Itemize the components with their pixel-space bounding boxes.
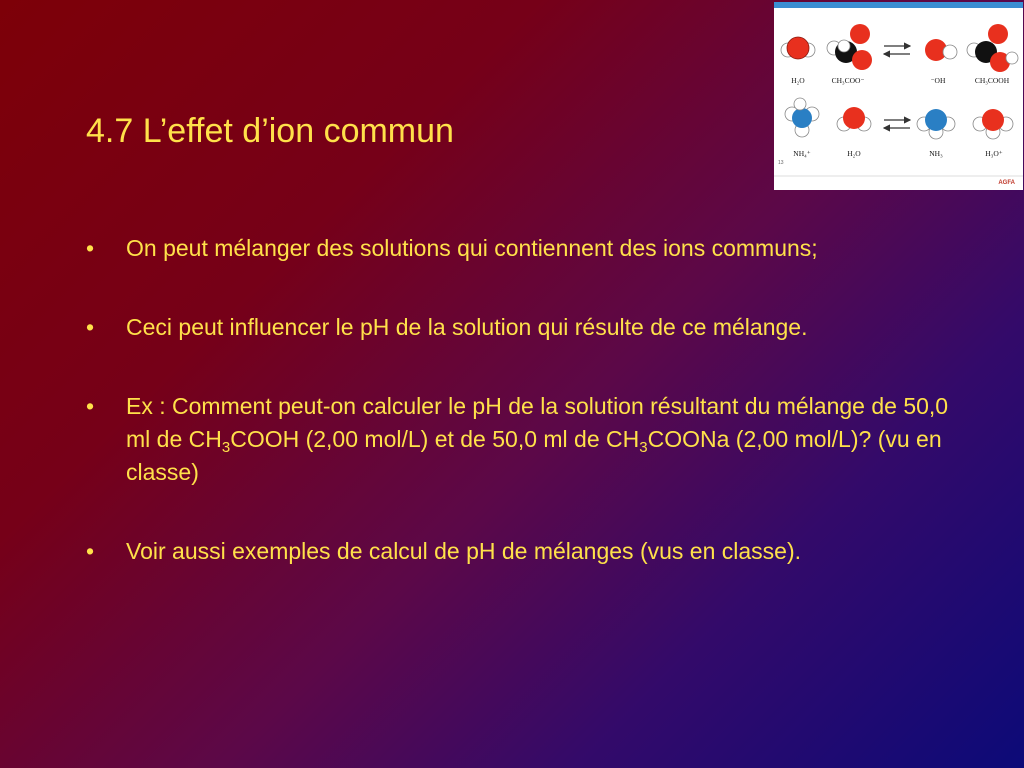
hydroxide-molecule bbox=[925, 39, 957, 61]
molecule-diagram bbox=[774, 8, 1023, 190]
subscript: 3 bbox=[639, 439, 648, 456]
bullet-list bbox=[86, 232, 966, 614]
bullet-item bbox=[86, 390, 966, 489]
molecule-label: H₂O bbox=[847, 149, 861, 158]
bullet-item bbox=[86, 232, 966, 265]
bullet-text-part: COONa (2,00 mol/L)? (vu en classe) bbox=[126, 426, 942, 485]
bullet-marker: • bbox=[86, 393, 95, 419]
slide-title: 4.7 L’effet d’ion commun bbox=[86, 112, 454, 150]
molecule-label: CH₃COOH bbox=[974, 76, 1010, 85]
ammonia-molecule bbox=[917, 109, 955, 139]
molecule-label: H₂O bbox=[791, 76, 805, 85]
acetate-molecule bbox=[827, 24, 872, 70]
bullet-marker: • bbox=[86, 538, 95, 564]
acetic-acid-molecule bbox=[967, 24, 1018, 72]
bullet-text: Voir aussi exemples de calcul de pH de mélanges (vus en classe). bbox=[126, 538, 802, 564]
figure-page-number: 13 bbox=[778, 160, 784, 166]
bullet-marker: • bbox=[86, 235, 95, 261]
subscript: 3 bbox=[221, 439, 231, 456]
bullet-item bbox=[86, 535, 966, 568]
molecule-figure bbox=[774, 2, 1023, 190]
equilibrium-arrows bbox=[884, 46, 910, 54]
equilibrium-arrows bbox=[884, 120, 910, 128]
bullet-text-part: Ex : Comment peut-on calculer le pH de la solution résultant du mélange de 50,0 ml de CH bbox=[126, 393, 949, 452]
molecule-label: ⁻OH bbox=[930, 76, 946, 85]
molecule-label: CH₃COO⁻ bbox=[831, 76, 865, 85]
h2o-molecule bbox=[837, 107, 871, 131]
bullet-item bbox=[86, 311, 966, 344]
ammonium-molecule bbox=[785, 98, 819, 137]
h2o-molecule bbox=[781, 37, 815, 59]
hydronium-molecule bbox=[973, 109, 1013, 139]
brand-logo: AGFA bbox=[998, 180, 1015, 186]
molecule-label: NH₃ bbox=[929, 149, 943, 158]
bullet-text: Ceci peut influencer le pH de la solution qui résulte de ce mélange. bbox=[126, 314, 808, 340]
bullet-text-part: COOH (2,00 mol/L) et de 50,0 ml de CH bbox=[230, 426, 640, 452]
bullet-text: On peut mélanger des solutions qui contiennent des ions communs; bbox=[126, 235, 818, 261]
molecule-label: H₃O⁺ bbox=[985, 149, 1003, 158]
bullet-text bbox=[126, 393, 948, 485]
molecule-label: NH₄⁺ bbox=[793, 149, 811, 158]
bullet-marker: • bbox=[86, 314, 95, 340]
